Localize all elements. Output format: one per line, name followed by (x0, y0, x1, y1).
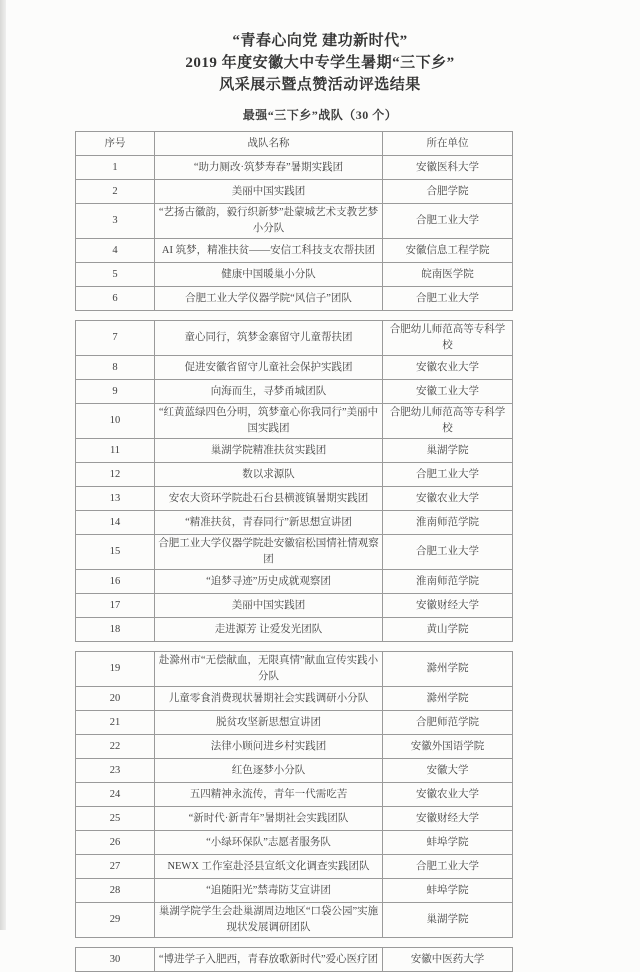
unit-cell: 安徽外国语学院 (383, 735, 513, 759)
row-number-cell: 14 (76, 511, 155, 535)
table-caption: 最强“三下乡”战队（30 个） (242, 108, 398, 122)
team-name-cell: 童心同行，筑梦金寨留守儿童帮扶团 (155, 321, 383, 356)
unit-cell: 合肥幼儿师范高等专科学校 (383, 404, 513, 439)
team-name-cell: 巢湖学院学生会赴巢湖周边地区“口袋公园”实施现状发展调研团队 (155, 903, 383, 938)
unit-cell: 滁州学院 (383, 687, 513, 711)
row-number-cell: 7 (76, 321, 155, 356)
team-name-cell: 数以求源队 (155, 463, 383, 487)
unit-cell: 合肥幼儿师范高等专科学校 (383, 321, 513, 356)
table-row (76, 439, 513, 463)
unit-cell: 皖南医学院 (383, 263, 513, 287)
team-name-cell: 赴滁州市“无偿献血，无限真情”献血宣传实践小分队 (155, 652, 383, 687)
table-row (76, 204, 513, 239)
row-number-cell: 28 (76, 879, 155, 903)
table-row (76, 239, 513, 263)
unit-cell: 合肥工业大学 (383, 855, 513, 879)
unit-cell: 合肥工业大学 (383, 463, 513, 487)
team-name-cell: “助力厕改·筑梦寿春”暑期实践团 (155, 156, 383, 180)
team-name-cell: “博进学子入肥西，青春放歌新时代”爱心医疗团 (155, 948, 383, 972)
unit-cell: 安徽大学 (383, 759, 513, 783)
row-number-cell: 22 (76, 735, 155, 759)
table-row (76, 380, 513, 404)
team-name-cell: 美丽中国实践团 (155, 594, 383, 618)
team-name-cell: AI 筑梦，精准扶贫——安信工科技支农帮扶团 (155, 239, 383, 263)
unit-cell: 安徽农业大学 (383, 356, 513, 380)
table-block-3 (75, 651, 513, 938)
unit-cell: 安徽信息工程学院 (383, 239, 513, 263)
unit-cell: 淮南师范学院 (383, 511, 513, 535)
table-block-4 (75, 947, 513, 972)
unit-cell: 蚌埠学院 (383, 831, 513, 855)
unit-cell: 淮南师范学院 (383, 570, 513, 594)
team-name-cell: “小绿环保队”志愿者服务队 (155, 831, 383, 855)
team-name-cell: 脱贫攻坚新思想宣讲团 (155, 711, 383, 735)
table-header-row (76, 132, 513, 156)
row-number-cell: 17 (76, 594, 155, 618)
table-row (76, 711, 513, 735)
document-title (0, 0, 640, 96)
unit-cell: 滁州学院 (383, 652, 513, 687)
unit-cell: 合肥工业大学 (383, 287, 513, 311)
table-block-2 (75, 320, 513, 642)
row-number-cell: 3 (76, 204, 155, 239)
row-number-cell: 21 (76, 711, 155, 735)
table-row (76, 759, 513, 783)
row-number-cell: 27 (76, 855, 155, 879)
team-name-cell: “追随阳光”禁毒防艾宣讲团 (155, 879, 383, 903)
table-row (76, 618, 513, 642)
title-line-1: “青春心向党 建功新时代” (232, 33, 408, 49)
unit-cell: 合肥工业大学 (383, 535, 513, 570)
table-row (76, 156, 513, 180)
unit-cell: 安徽财经大学 (383, 807, 513, 831)
table-row (76, 180, 513, 204)
table-row (76, 287, 513, 311)
team-name-cell: 促进安徽省留守儿童社会保护实践团 (155, 356, 383, 380)
row-number-cell: 10 (76, 404, 155, 439)
unit-cell: 安徽工业大学 (383, 380, 513, 404)
header-team-name: 战队名称 (155, 132, 383, 156)
row-number-cell: 26 (76, 831, 155, 855)
table-row (76, 735, 513, 759)
results-table (75, 131, 512, 972)
row-number-cell: 4 (76, 239, 155, 263)
row-number-cell: 15 (76, 535, 155, 570)
table-row (76, 783, 513, 807)
team-name-cell: “新时代·新青年”暑期社会实践团队 (155, 807, 383, 831)
team-name-cell: 健康中国暖巢小分队 (155, 263, 383, 287)
row-number-cell: 30 (76, 948, 155, 972)
team-name-cell: “艺扬古徽韵，毅行织新梦”赴蒙城艺术支教艺梦小分队 (155, 204, 383, 239)
title-line-3: 风采展示暨点赞活动评选结果 (219, 77, 421, 93)
unit-cell: 巢湖学院 (383, 903, 513, 938)
table-row (76, 321, 513, 356)
table-row (76, 903, 513, 938)
unit-cell: 安徽医科大学 (383, 156, 513, 180)
row-number-cell: 23 (76, 759, 155, 783)
table-row (76, 807, 513, 831)
team-name-cell: 合肥工业大学仪器学院赴安徽宿松国情社情观察团 (155, 535, 383, 570)
team-name-cell: “精准扶贫，青春同行”新思想宣讲团 (155, 511, 383, 535)
title-line-2: 2019 年度安徽大中专学生暑期“三下乡” (185, 55, 455, 71)
unit-cell: 安徽农业大学 (383, 487, 513, 511)
table-row (76, 570, 513, 594)
row-number-cell: 5 (76, 263, 155, 287)
unit-cell: 巢湖学院 (383, 439, 513, 463)
row-number-cell: 25 (76, 807, 155, 831)
row-number-cell: 29 (76, 903, 155, 938)
table-row (76, 687, 513, 711)
row-number-cell: 16 (76, 570, 155, 594)
row-number-cell: 24 (76, 783, 155, 807)
team-name-cell: 红色逐梦小分队 (155, 759, 383, 783)
team-name-cell: 美丽中国实践团 (155, 180, 383, 204)
team-name-cell: 五四精神永流传，青年一代需吃苦 (155, 783, 383, 807)
team-name-cell: 向海而生，寻梦甬城团队 (155, 380, 383, 404)
table-row (76, 535, 513, 570)
unit-cell: 安徽中医药大学 (383, 948, 513, 972)
table-row (76, 652, 513, 687)
table-block-1 (75, 131, 513, 311)
unit-cell: 合肥师范学院 (383, 711, 513, 735)
team-name-cell: 安农大资环学院赴石台县横渡镇暑期实践团 (155, 487, 383, 511)
unit-cell: 黄山学院 (383, 618, 513, 642)
table-row (76, 855, 513, 879)
row-number-cell: 2 (76, 180, 155, 204)
row-number-cell: 8 (76, 356, 155, 380)
team-name-cell: 巢湖学院精准扶贫实践团 (155, 439, 383, 463)
row-number-cell: 19 (76, 652, 155, 687)
table-row (76, 463, 513, 487)
table-row (76, 879, 513, 903)
table-row (76, 948, 513, 972)
row-number-cell: 12 (76, 463, 155, 487)
team-name-cell: 法律小顾问进乡村实践团 (155, 735, 383, 759)
team-name-cell: “追梦寻迹”历史成就观察团 (155, 570, 383, 594)
row-number-cell: 20 (76, 687, 155, 711)
unit-cell: 安徽农业大学 (383, 783, 513, 807)
scan-edge-artifact (0, 0, 6, 930)
row-number-cell: 11 (76, 439, 155, 463)
header-no: 序号 (76, 132, 155, 156)
row-number-cell: 6 (76, 287, 155, 311)
team-name-cell: 合肥工业大学仪器学院“风信子”团队 (155, 287, 383, 311)
unit-cell: 合肥工业大学 (383, 204, 513, 239)
row-number-cell: 1 (76, 156, 155, 180)
unit-cell: 蚌埠学院 (383, 879, 513, 903)
team-name-cell: 走进源芳 让爱发光团队 (155, 618, 383, 642)
row-number-cell: 13 (76, 487, 155, 511)
table-row (76, 487, 513, 511)
table-row (76, 511, 513, 535)
unit-cell: 合肥学院 (383, 180, 513, 204)
table-row (76, 404, 513, 439)
unit-cell: 安徽财经大学 (383, 594, 513, 618)
row-number-cell: 18 (76, 618, 155, 642)
table-row (76, 831, 513, 855)
row-number-cell: 9 (76, 380, 155, 404)
team-name-cell: “红黄蓝绿四色分明，筑梦童心你我同行”美丽中国实践团 (155, 404, 383, 439)
table-row (76, 263, 513, 287)
team-name-cell: NEWX 工作室赴泾县宣纸文化调查实践团队 (155, 855, 383, 879)
header-unit: 所在单位 (383, 132, 513, 156)
team-name-cell: 儿童零食消费现状暑期社会实践调研小分队 (155, 687, 383, 711)
table-row (76, 594, 513, 618)
table-row (76, 356, 513, 380)
